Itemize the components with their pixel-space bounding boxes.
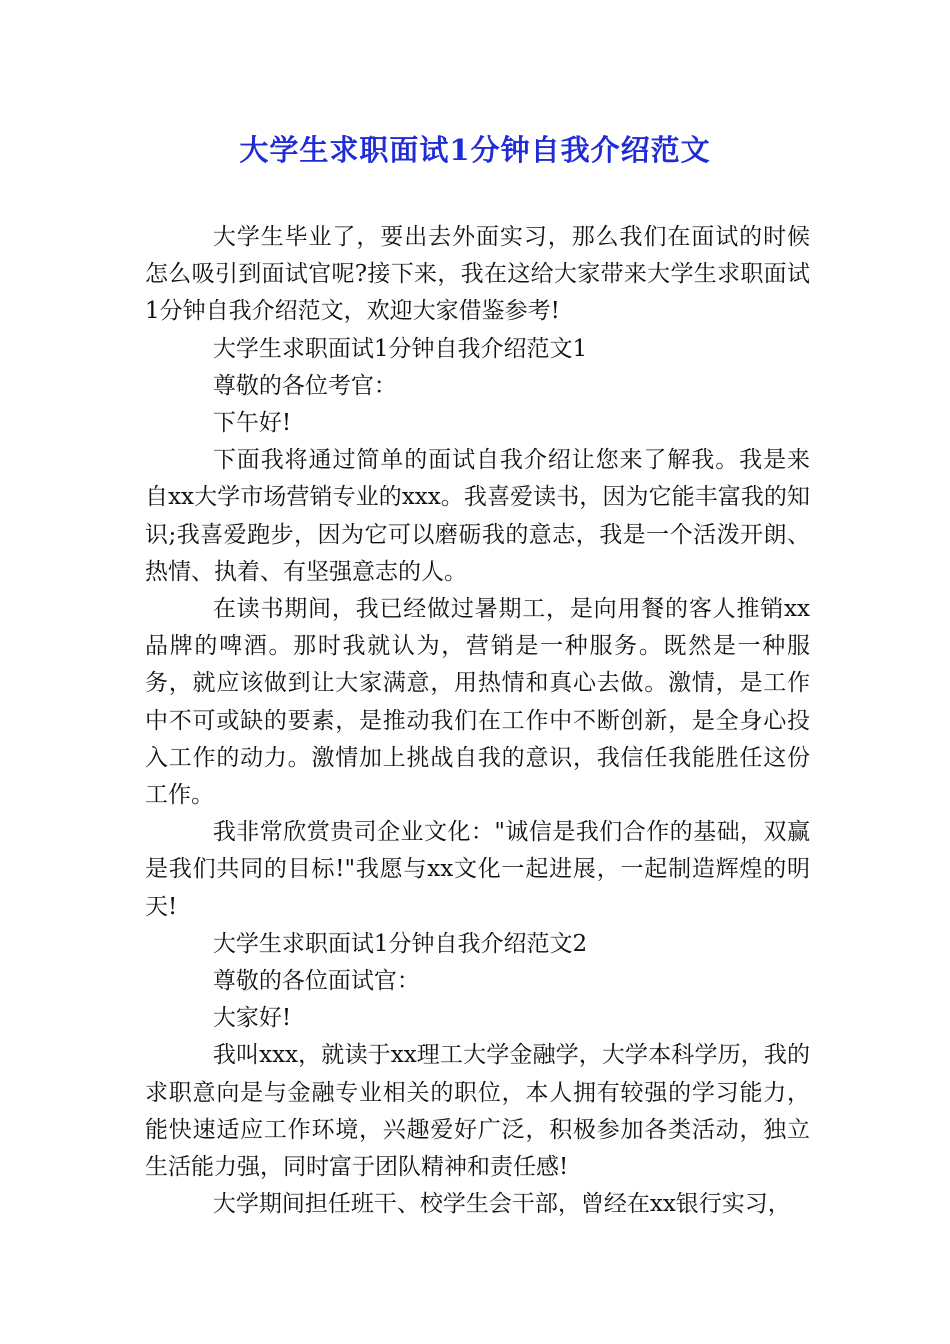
paragraph-self-intro-1: 下面我将通过简单的面试自我介绍让您来了解我。我是来自xx大学市场营销专业的xxx。我喜爱读书，因为它能丰富我的知识;我喜爱跑步，因为它可以磨砺我的意志，我是一个活泼开朗、热情、执着、有坚强意志的人。 (145, 447, 810, 585)
paragraph-salutation-2: 尊敬的各位面试官： (212, 968, 420, 995)
paragraph-culture-1: 我非常欣赏贵司企业文化："诚信是我们合作的基础，双赢是我们共同的目标!"我愿与xx文化一起进展，一起制造辉煌的明天! (145, 819, 810, 920)
paragraph-salutation-1: 尊敬的各位考官： (212, 372, 397, 399)
paragraph-greeting-1: 下午好! (212, 410, 292, 437)
paragraph-experience-2: 大学期间担任班干、校学生会干部，曾经在xx银行实习， (212, 1191, 791, 1218)
paragraph-heading-sample-2: 大学生求职面试1分钟自我介绍范文2 (212, 930, 588, 957)
paragraph-self-intro-2: 我叫xxx，就读于xx理工大学金融学，大学本科学历，我的求职意向是与金融专业相关的职位，本人拥有较强的学习能力，能快速适应工作环境，兴趣爱好广泛，积极参加各类活动，独立生活能力强，同时富于团队精神和责任感! (145, 1042, 810, 1181)
paragraph-heading-sample-1: 大学生求职面试1分钟自我介绍范文1 (212, 335, 588, 362)
paragraph-intro: 大学生毕业了，要出去外面实习，那么我们在面试的时候怎么吸引到面试官呢?接下来，我在这给大家带来大学生求职面试1分钟自我介绍范文，欢迎大家借鉴参考! (145, 224, 810, 325)
document-body (145, 219, 810, 1223)
paragraph-experience-1: 在读书期间，我已经做过暑期工，是向用餐的客人推销xx品牌的啤酒。那时我就认为，营销是一种服务。既然是一种服务，就应该做到让大家满意，用热情和真心去做。激情，是工作中不可或缺的要素，是推动我们在工作中不断创新，是全身心投入工作的动力。激情加上挑战自我的意识，我信任我能胜任这份工作。 (145, 596, 810, 809)
document-title: 大学生求职面试1分钟自我介绍范文 (239, 133, 711, 167)
paragraph-greeting-2: 大家好! (212, 1005, 292, 1032)
